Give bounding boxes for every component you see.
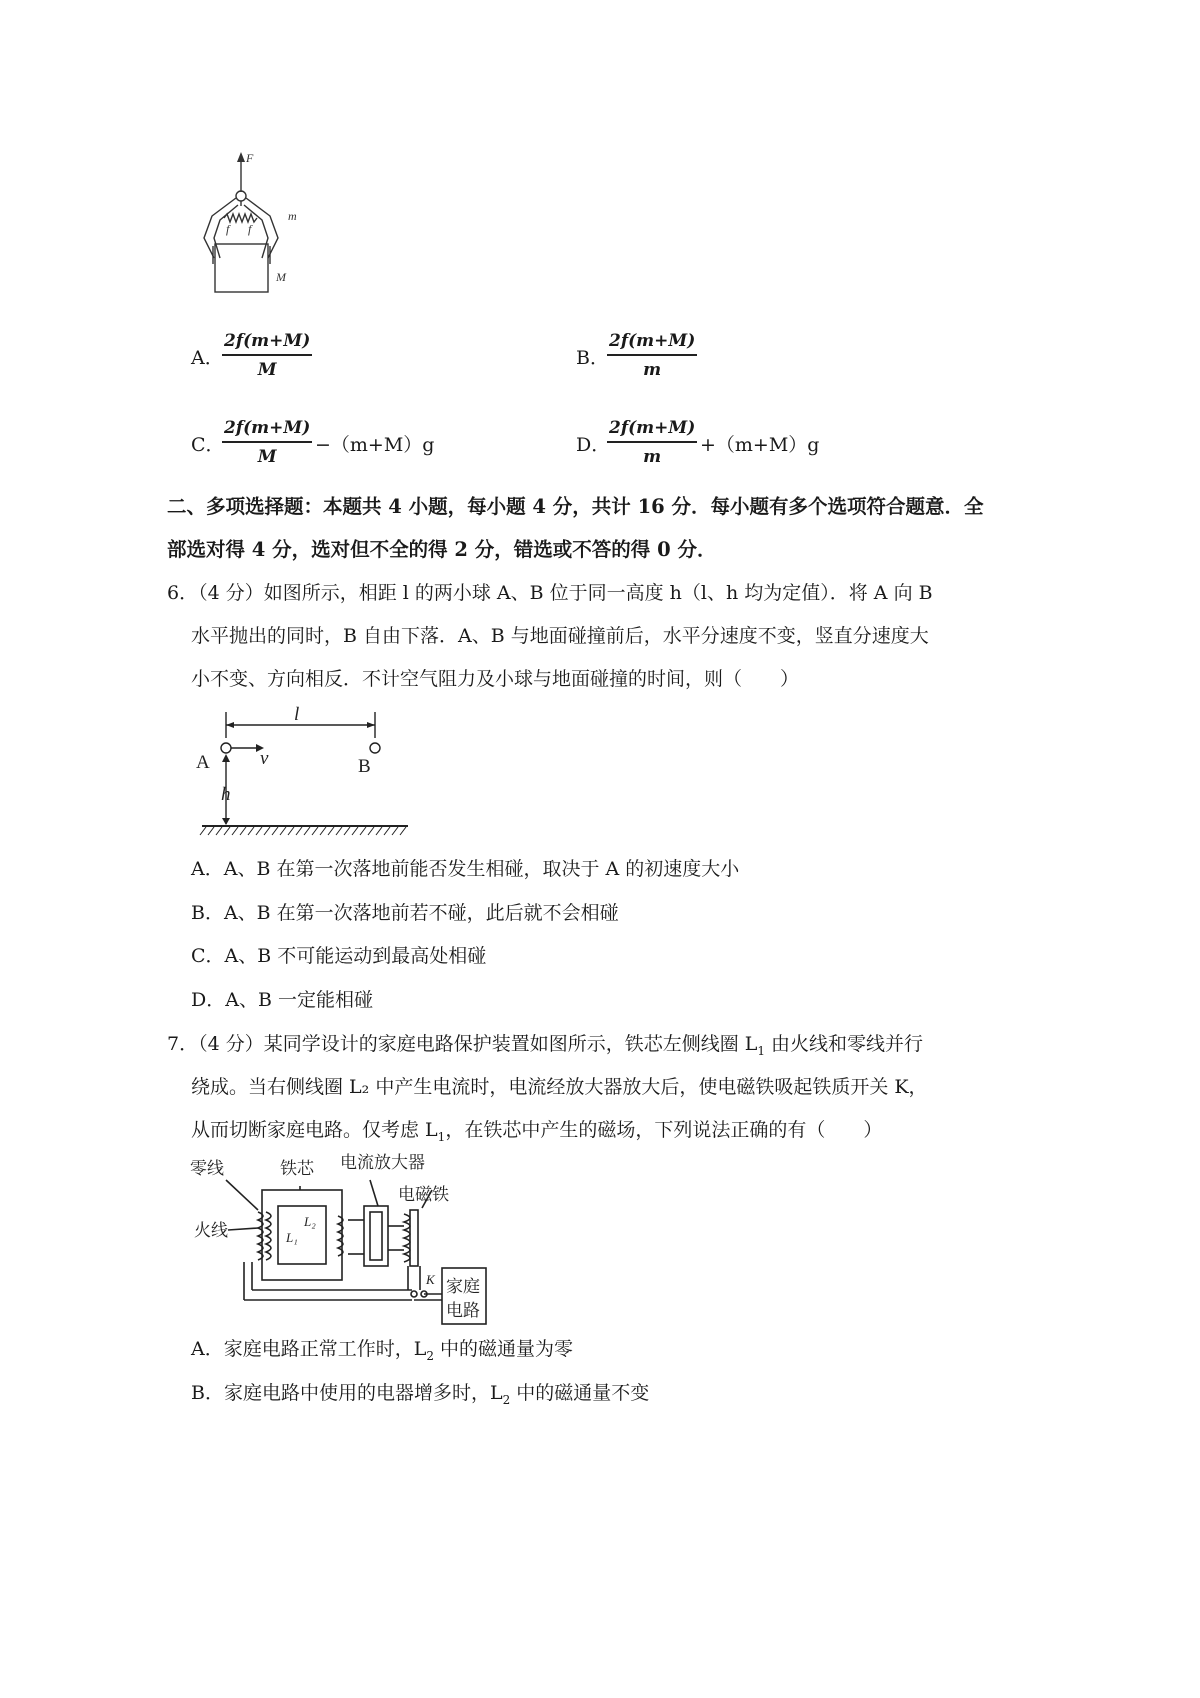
q7-option-b-text-end: 中的磁通量不变 bbox=[510, 1382, 650, 1404]
q5-option-a-fraction bbox=[222, 331, 312, 380]
q5-option-d-fraction bbox=[607, 418, 697, 467]
q5-option-a-denominator: M bbox=[257, 360, 277, 380]
q5-option-d-numerator: 2f(m+M) bbox=[607, 418, 697, 443]
q5-option-b-numerator: 2f(m+M) bbox=[607, 331, 697, 356]
section2-heading-line2: 部选对得 4 分，选对但不全的得 2 分，错选或不答的得 0 分． bbox=[167, 538, 717, 561]
q7-option-a-text: A．家庭电路正常工作时，L bbox=[191, 1338, 427, 1360]
mass-m-label: m bbox=[288, 209, 297, 223]
claw-figure bbox=[200, 150, 340, 326]
q7-stem-line3-b: ，在铁芯中产生的磁场，下列说法正确的有（ ） bbox=[445, 1119, 883, 1141]
q7-stem-line2: 绕成。当右侧线圈 L₂ 中产生电流时，电流经放大器放大后，使电磁铁吸起铁质开关 K， bbox=[191, 1076, 928, 1098]
coil-l1-label: L₁ bbox=[286, 1230, 298, 1245]
q7-stem-line3 bbox=[191, 1121, 882, 1143]
switch-k-label: K bbox=[426, 1272, 435, 1287]
section2-heading-line1: 二、多项选择题：本题共 4 小题，每小题 4 分，共计 16 分．每小题有多个选项符合题意．全 bbox=[167, 495, 984, 518]
q7-stem-line1 bbox=[167, 1035, 923, 1057]
mass-M-label: M bbox=[276, 270, 286, 284]
amplifier-label: 电流放大器 bbox=[340, 1153, 425, 1172]
q7-option-a-text-end: 中的磁通量为零 bbox=[433, 1338, 574, 1360]
q6-figure bbox=[190, 706, 416, 838]
q6-stem-line3: 小不变、方向相反．不计空气阻力及小球与地面碰撞的时间，则（ ） bbox=[191, 668, 800, 690]
q7-stem-line3-sub: 1 bbox=[437, 1129, 446, 1144]
ball-b-label: B bbox=[358, 756, 371, 777]
q7-circuit-figure bbox=[188, 1150, 508, 1328]
home-circuit-label-2: 电路 bbox=[446, 1301, 480, 1320]
q5-option-d-suffix: +（m+M）g bbox=[700, 434, 820, 456]
friction-left-label: f bbox=[226, 222, 230, 236]
live-wire-label: 火线 bbox=[194, 1221, 228, 1240]
q6-stem-line1: 6．（4 分）如图所示，相距 l 的两小球 A、B 位于同一高度 h（l、h 均为定值）．将 A 向 B bbox=[167, 582, 933, 604]
q5-option-a-label: A． bbox=[191, 347, 224, 369]
q5-option-b-label: B． bbox=[576, 347, 609, 369]
q5-option-b-denominator: m bbox=[643, 360, 662, 380]
q6-option-b: B．A、B 在第一次落地前若不碰，此后就不会相碰 bbox=[191, 902, 619, 924]
velocity-v-label: v bbox=[260, 748, 269, 769]
q6-option-a: A．A、B 在第一次落地前能否发生相碰，取决于 A 的初速度大小 bbox=[191, 858, 740, 880]
home-circuit-label-1: 家庭 bbox=[446, 1277, 480, 1296]
q5-option-d-denominator: m bbox=[643, 447, 662, 467]
q7-stem-line1-a: 7．（4 分）某同学设计的家庭电路保护装置如图所示，铁芯左侧线圈 L bbox=[167, 1033, 758, 1055]
q7-option-b-sub: 2 bbox=[502, 1392, 511, 1407]
distance-l-label: l bbox=[294, 706, 300, 725]
q6-stem-line2: 水平抛出的同时，B 自由下落．A、B 与地面碰撞前后，水平分速度不变，竖直分速度大 bbox=[191, 625, 929, 647]
q5-option-c-denominator: M bbox=[257, 447, 277, 467]
q5-option-d-label: D． bbox=[576, 434, 611, 456]
q5-option-c-suffix: −（m+M）g bbox=[315, 434, 435, 456]
q5-option-a-numerator: 2f(m+M) bbox=[222, 331, 312, 356]
q7-stem-line1-sub: 1 bbox=[757, 1043, 766, 1058]
force-label: F bbox=[246, 151, 254, 165]
iron-core-label: 铁芯 bbox=[280, 1159, 314, 1178]
q7-stem-line1-b: 由火线和零线并行 bbox=[765, 1033, 924, 1055]
height-h-label: h bbox=[221, 784, 231, 805]
q5-option-c-numerator: 2f(m+M) bbox=[222, 418, 312, 443]
q7-option-b bbox=[191, 1384, 649, 1406]
q6-option-c: C．A、B 不可能运动到最高处相碰 bbox=[191, 945, 487, 967]
q7-option-a bbox=[191, 1340, 573, 1362]
electromagnet-label: 电磁铁 bbox=[398, 1185, 449, 1204]
q5-option-c-fraction bbox=[222, 418, 312, 467]
q5-option-b-fraction bbox=[607, 331, 697, 380]
q6-option-d: D．A、B 一定能相碰 bbox=[191, 989, 373, 1011]
q7-option-b-text: B．家庭电路中使用的电器增多时，L bbox=[191, 1382, 503, 1404]
q5-option-c-label: C． bbox=[191, 434, 225, 456]
ball-a-label: A bbox=[196, 752, 210, 773]
q7-stem-line3-a: 从而切断家庭电路。仅考虑 L bbox=[191, 1119, 438, 1141]
coil-l2-label: L₂ bbox=[304, 1214, 316, 1229]
neutral-wire-label: 零线 bbox=[190, 1159, 224, 1178]
q7-option-a-sub: 2 bbox=[426, 1348, 434, 1363]
friction-right-label: f bbox=[248, 222, 252, 236]
